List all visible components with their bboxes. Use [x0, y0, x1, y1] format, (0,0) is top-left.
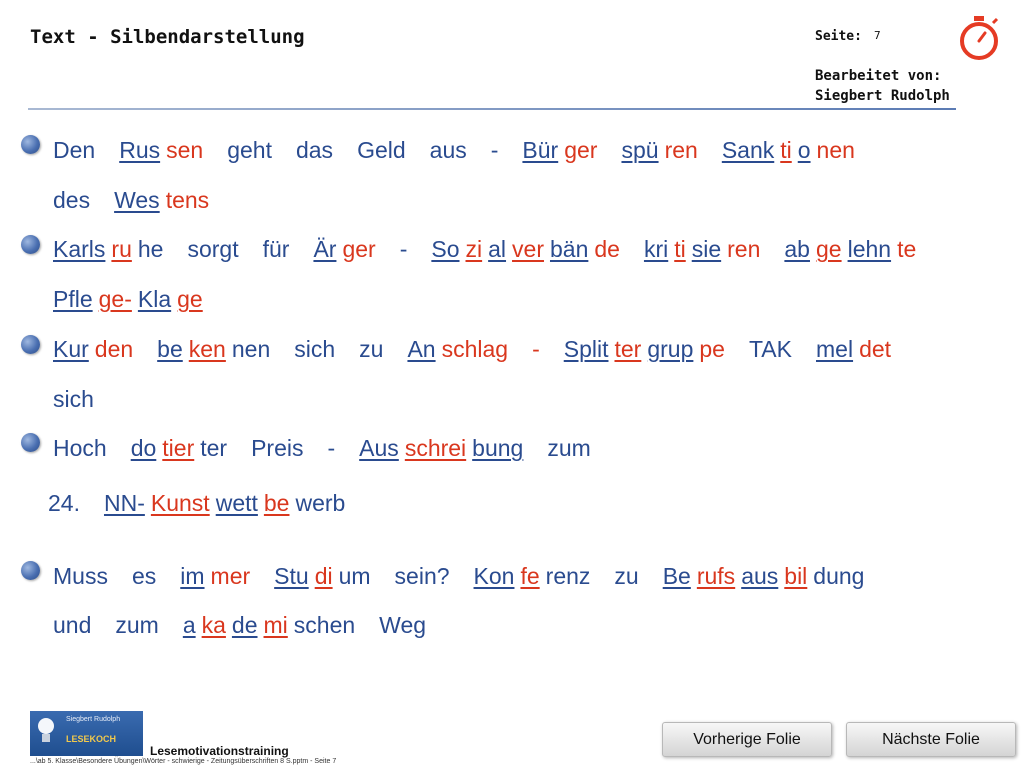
word: Preis [251, 435, 304, 461]
syllable: Bür [522, 137, 559, 163]
word: Geld [357, 137, 406, 163]
bullet-icon [21, 335, 40, 354]
footer-title: Lesemotivationstraining [150, 744, 289, 758]
syllable: ger [564, 137, 598, 163]
syllable: den [94, 336, 134, 362]
syllable: de [594, 236, 620, 262]
syllable: bän [549, 236, 589, 262]
logo-brand: LESEKOCH [66, 734, 117, 744]
syllable: Pfle [53, 286, 93, 312]
text-line [53, 185, 233, 215]
syllable: ren [664, 137, 698, 163]
word: 24. [48, 490, 80, 516]
syllable: a [182, 612, 196, 638]
syllable: ab [784, 236, 810, 262]
slide-title: Text - Silbendarstellung [30, 26, 305, 48]
word: nen [231, 336, 271, 362]
text-line [53, 334, 915, 364]
syllable: o [797, 137, 811, 163]
word: zu [359, 336, 384, 362]
syllable: al [488, 236, 507, 262]
syllable: de [231, 612, 258, 638]
word: und [53, 612, 92, 638]
syllable: ver [512, 236, 544, 262]
syllable: lehn [847, 236, 892, 262]
syllable: pe [699, 336, 725, 362]
page-number: 7 [874, 29, 881, 42]
previous-slide-button[interactable]: Vorherige Folie [662, 722, 832, 757]
page-label: Seite: [815, 29, 862, 44]
syllable: Kla [137, 286, 172, 312]
word: Hoch [53, 435, 107, 461]
syllable: grup [647, 336, 694, 362]
text-line [53, 561, 888, 591]
syllable: Stu [274, 563, 309, 589]
syllable: sie [691, 236, 722, 262]
text-line [53, 433, 615, 463]
syllable: ren [727, 236, 761, 262]
syllable: di [314, 563, 333, 589]
word: Muss [53, 563, 108, 589]
syllable: mi [263, 612, 288, 638]
syllable: ter [614, 336, 642, 362]
syllable: aus [741, 563, 779, 589]
syllable: Be [662, 563, 691, 589]
text-line [53, 284, 227, 314]
word: aus [429, 137, 467, 163]
text-line [53, 234, 940, 264]
word: werb [295, 490, 346, 516]
text-line [53, 384, 118, 414]
stopwatch-icon[interactable] [955, 14, 1003, 62]
syllable: So [431, 236, 460, 262]
syllable: be [263, 490, 290, 516]
editor-label: Bearbeitet von: [815, 68, 942, 84]
syllable: Wes [114, 187, 160, 213]
word: sorgt [187, 236, 239, 262]
syllable: ge [177, 286, 203, 312]
syllable: mer [210, 563, 251, 589]
syllable: Karls [53, 236, 106, 262]
word: sich [53, 386, 94, 412]
syllable: Split [563, 336, 609, 362]
syllable: det [859, 336, 892, 362]
syllable: NN- [103, 490, 145, 516]
syllable: Kur [53, 336, 89, 362]
word: - [490, 137, 499, 163]
next-slide-button[interactable]: Nächste Folie [846, 722, 1016, 757]
word: dung [813, 563, 865, 589]
text-line [53, 135, 879, 165]
syllable: ti [674, 236, 686, 262]
syllable: An [407, 336, 436, 362]
syllable: Rus [119, 137, 161, 163]
word: für [262, 236, 290, 262]
bullet-icon [21, 235, 40, 254]
syllable: Är [313, 236, 337, 262]
word: sich [294, 336, 336, 362]
syllable: - [532, 336, 540, 362]
syllable: do [130, 435, 157, 461]
syllable: te [897, 236, 917, 262]
syllable: schlag [441, 336, 509, 362]
syllable: spü [621, 137, 659, 163]
bullet-icon [21, 433, 40, 452]
bullet-icon [21, 135, 40, 154]
word: Den [53, 137, 96, 163]
word: schen [293, 612, 356, 638]
word: zu [614, 563, 639, 589]
syllable: Kunst [150, 490, 210, 516]
syllable: ka [201, 612, 226, 638]
word: geht [227, 137, 272, 163]
text-line [53, 610, 450, 640]
editor-name: Siegbert Rudolph [815, 88, 950, 104]
word: Weg [379, 612, 427, 638]
syllable: kri [643, 236, 669, 262]
syllable: rufs [696, 563, 736, 589]
word: um [338, 563, 371, 589]
syllable: im [180, 563, 205, 589]
syllable: nen [816, 137, 855, 163]
syllable: Kon [473, 563, 515, 589]
text-line [48, 488, 369, 518]
word: renz [545, 563, 591, 589]
word: zum [547, 435, 591, 461]
bullet-icon [21, 561, 40, 580]
word: ter [200, 435, 228, 461]
syllable: ken [188, 336, 226, 362]
syllable: schrei [404, 435, 467, 461]
syllable: tens [165, 187, 210, 213]
word: - [399, 236, 408, 262]
syllable: ger [342, 236, 376, 262]
syllable: zi [465, 236, 483, 262]
header-divider [28, 108, 956, 110]
word: TAK [748, 336, 792, 362]
syllable: fe [520, 563, 540, 589]
word: des [53, 187, 91, 213]
syllable: ge- [98, 286, 132, 312]
word: - [327, 435, 336, 461]
syllable: tier [162, 435, 195, 461]
lightbulb-icon [36, 716, 56, 746]
word: es [131, 563, 157, 589]
syllable: ge [815, 236, 842, 262]
syllable: mel [816, 336, 854, 362]
syllable: ru [111, 236, 132, 262]
syllable: bung [472, 435, 524, 461]
word: das [295, 137, 334, 163]
word: zum [115, 612, 159, 638]
word: he [137, 236, 164, 262]
syllable: wett [215, 490, 258, 516]
syllable: Sank [721, 137, 775, 163]
syllable: bil [784, 563, 808, 589]
syllable: Aus [359, 435, 399, 461]
syllable: ti [780, 137, 792, 163]
logo-name: Siegbert Rudolph [66, 716, 121, 723]
syllable: be [157, 336, 183, 362]
word: sein? [394, 563, 450, 589]
file-path: ...\ab 5. Klasse\Besondere Übungen\Wörter - schwierige - Zeitungsüberschriften 8 S.pptm - Seite 7 [30, 758, 337, 765]
syllable: sen [166, 137, 204, 163]
